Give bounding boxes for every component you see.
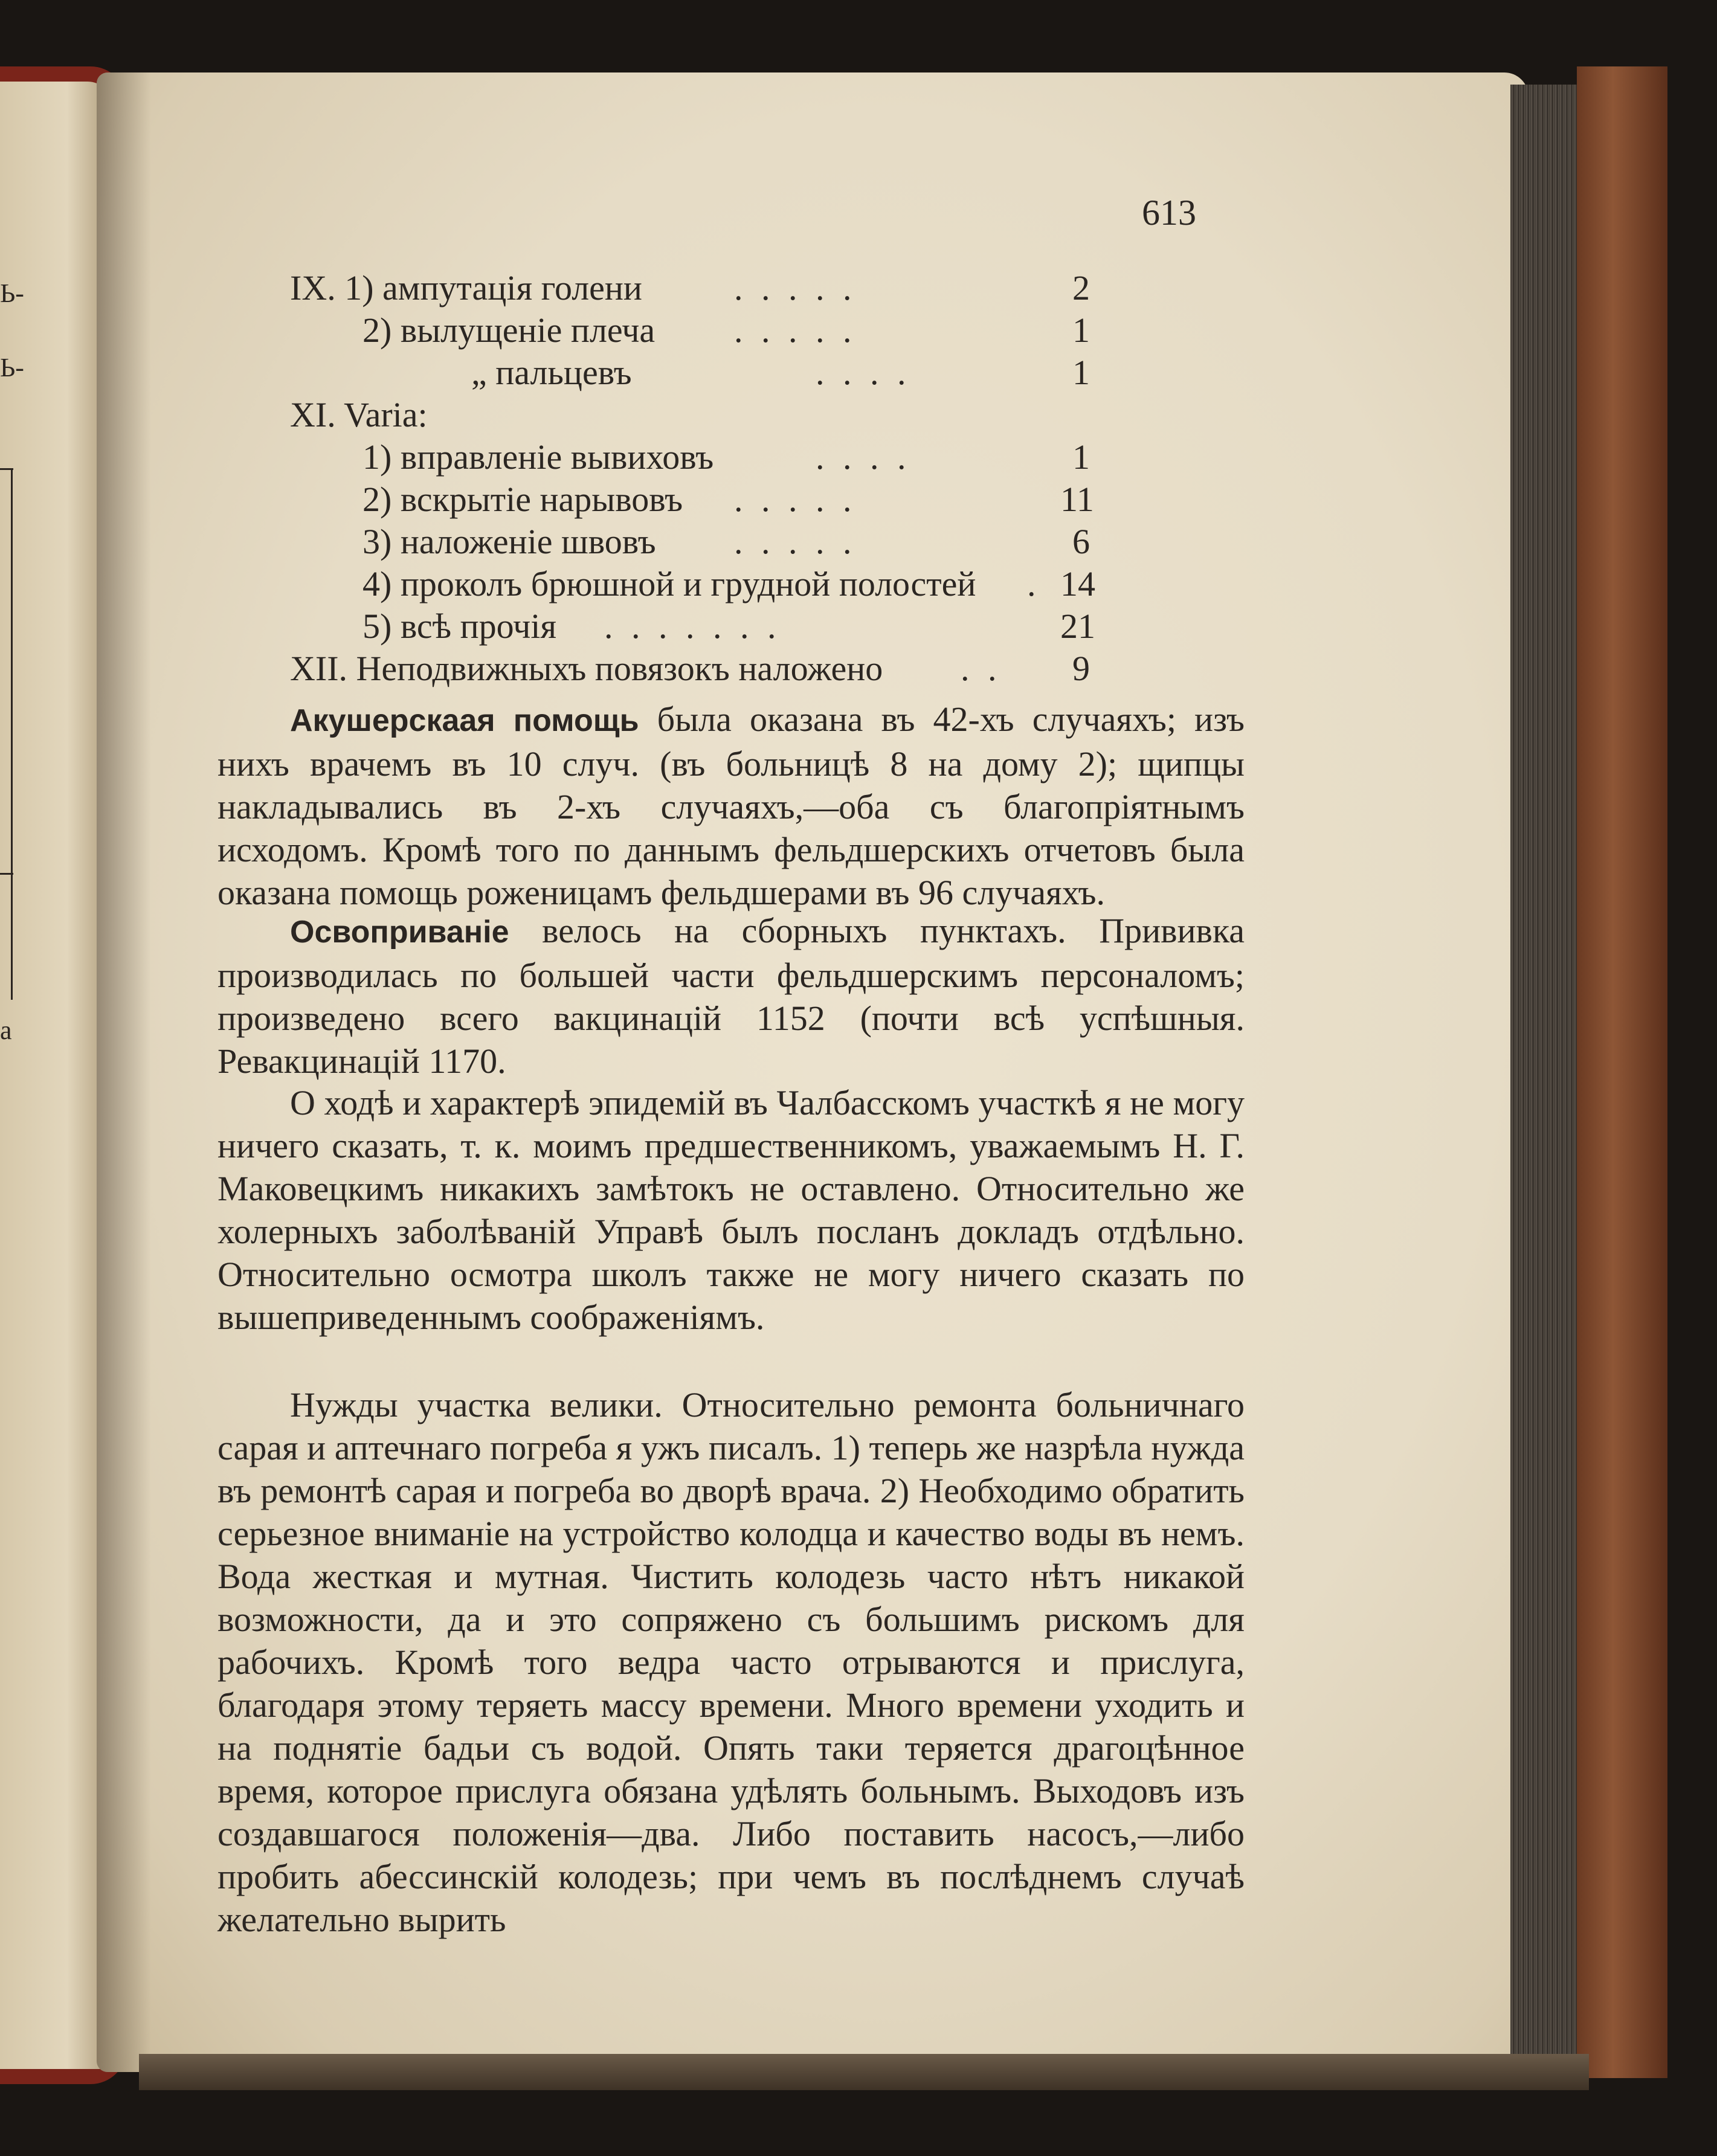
- run-in-heading: Освоприваніе: [290, 915, 509, 950]
- list-item-value: 2: [1072, 268, 1090, 307]
- list-item-value: 14: [1060, 564, 1095, 603]
- paragraph-smallpox-vaccination: [217, 909, 1245, 1083]
- list-item-value: 1: [1072, 353, 1090, 392]
- list-item-value: 11: [1060, 480, 1094, 519]
- list-item-value: 9: [1072, 649, 1090, 688]
- leader-dots: . . . . . . .: [604, 607, 781, 646]
- left-margin-fragment: Ь-: [0, 353, 24, 382]
- paragraph-obstetric-aid: [217, 698, 1245, 914]
- paragraph-text: была оказана въ 42-хъ случаяхъ; изъ нихъ врачемъ въ 10 случ. (въ больницѣ 8 на дому 2); щипцы накладывались въ 2-хъ случаяхъ,—оба съ благопріятнымъ исходомъ. Кромѣ того по даннымъ фельдшерскихъ отчетовъ была оказана помощь роженицамъ фельдшерами въ 96 случаяхъ.: [217, 700, 1245, 912]
- leader-dots: . .: [961, 649, 1002, 688]
- list-item-label: 2) вылущеніе плеча: [362, 311, 656, 350]
- paragraph-text: Нужды участка велики. Относительно ремонта больничнаго сарая и аптечнаго погреба я ужъ писалъ. 1) теперь же назрѣла нужда въ ремонтѣ сарая и погреба во дворѣ врача. 2) Необходимо обратить серьезное вниманіе на устройство колодца и качество воды въ немъ. Вода жесткая и мутная. Чистить колодезь часто нѣтъ никакой возможности, да и это сопряжено съ большимъ рискомъ для рабочихъ. Кромѣ того ведра часто отрываются и прислуга, благодаря этому теряеть массу времени. Много времени уходить и на поднятіе бадьи съ водой. Опять таки теряется драгоцѣнное время, которое прислуга обязана удѣлять больнымъ. Выходовъ изъ создавшагося положенія—два. Либо поставить насосъ,—либо пробить абессинскій колодезь; при чемъ въ послѣднемъ случаѣ желательно вырить: [217, 1385, 1245, 1939]
- paragraph-text: О ходѣ и характерѣ эпидемій въ Чалбасскомъ участкѣ я не могу ничего сказать, т. к. моимъ предшественникомъ, уважаемымъ Н. Г. Маковецкимъ никакихъ замѣтокъ не оставлено. Относительно же холерныхъ заболѣваній Управѣ былъ посланъ докладъ отдѣльно. Относительно осмотра школъ также не могу ничего сказать по вышеприведеннымъ соображеніямъ.: [217, 1083, 1245, 1337]
- leader-dots: . . . .: [816, 437, 911, 477]
- list-item-label: 3) наложеніе швовъ: [362, 522, 656, 561]
- run-in-heading: Акушерскаая помощь: [290, 703, 639, 738]
- list-item-label: 2) вскрытіе нарывовъ: [362, 480, 683, 519]
- list-item-value: 1: [1072, 437, 1090, 477]
- paragraph-district-needs: [217, 1383, 1245, 1941]
- left-margin-fragment: Ь-: [0, 278, 24, 308]
- list-item-value: 6: [1072, 522, 1090, 561]
- leader-dots: . . . . .: [734, 480, 857, 519]
- list-item-label: IX. 1) ампутація голени: [290, 268, 642, 307]
- paragraph-epidemics: [217, 1081, 1245, 1339]
- list-item-label: „ пальцевъ: [471, 353, 632, 392]
- list-item-value: 21: [1060, 607, 1095, 646]
- page-number: 613: [1142, 193, 1196, 233]
- list-item-label: 4) проколъ брюшной и грудной полостей: [362, 564, 976, 603]
- list-item-label: 1) вправленіе вывиховъ: [362, 437, 714, 477]
- leader-dots: .: [1027, 564, 1041, 603]
- leader-dots: . . . . .: [734, 311, 857, 350]
- leader-dots: . . . .: [816, 353, 911, 392]
- list-item-label: 5) всѣ прочія: [362, 607, 557, 646]
- list-item-label: XII. Неподвижныхъ повязокъ наложено: [290, 649, 883, 688]
- left-margin-fragment: а: [0, 1015, 12, 1045]
- list-item-value: 1: [1072, 311, 1090, 350]
- list-heading: XI. Varia:: [290, 395, 428, 434]
- leader-dots: . . . . .: [734, 268, 857, 307]
- leader-dots: . . . . .: [734, 522, 857, 561]
- paragraph-text: велось на сборныхъ пунктахъ. Прививка производилась по большей части фельдшерскимъ персоналомъ; произведено всего вакцинацій 1152 (почти всѣ успѣшныя. Ревакцинацій 1170.: [217, 911, 1245, 1081]
